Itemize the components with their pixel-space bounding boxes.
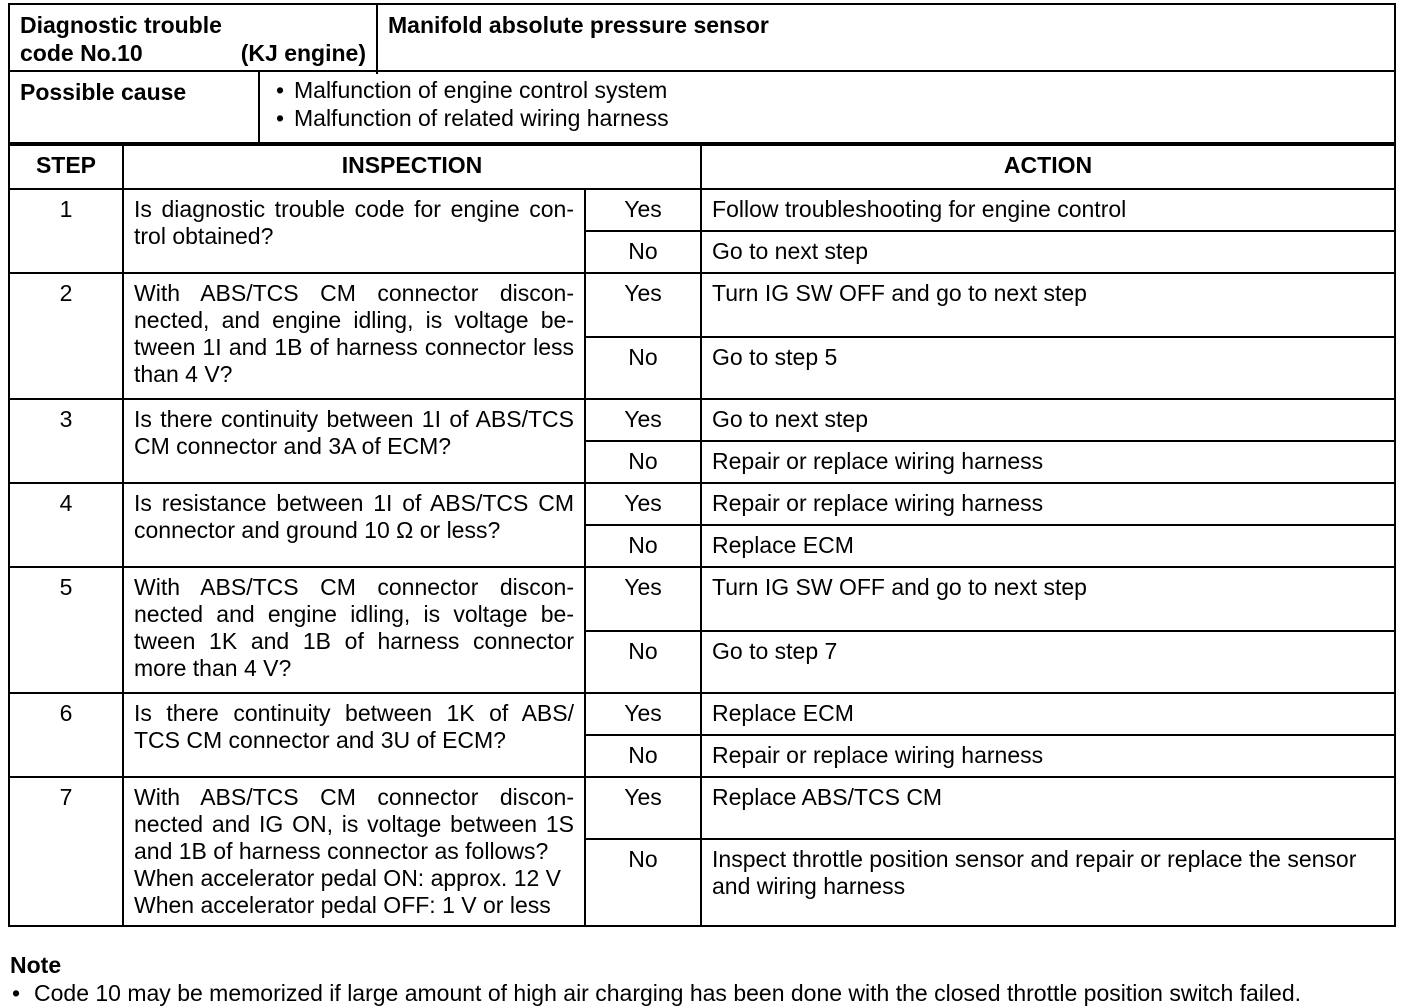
inspection-text bbox=[123, 777, 585, 926]
diagnostic-document bbox=[8, 3, 1396, 927]
no-label: No bbox=[585, 735, 701, 777]
yes-label: Yes bbox=[585, 777, 701, 839]
inspection-text: Is there continuity between 1I of ABS/TCS CM connector and 3A of ECM? bbox=[123, 399, 585, 483]
inspection-text: With ABS/TCS CM connector discon-nected and engine idling, is voltage be-tween 1K and 1B of harness connector more than 4 V? bbox=[123, 567, 585, 693]
possible-cause-item: • Malfunction of related wiring harness bbox=[270, 104, 1384, 132]
yes-label: Yes bbox=[585, 567, 701, 631]
action-header: ACTION bbox=[701, 145, 1395, 189]
yes-action: Repair or replace wiring harness bbox=[701, 483, 1395, 525]
note-item: • Code 10 may be memorized if large amount of high air charging has been done with the closed throttle position switch failed. bbox=[10, 980, 1400, 1007]
no-action: Repair or replace wiring harness bbox=[701, 735, 1395, 777]
table-row bbox=[9, 189, 1395, 231]
possible-cause-item: • Malfunction of engine control system bbox=[270, 76, 1384, 104]
possible-cause-list bbox=[270, 76, 1384, 132]
yes-action: Go to next step bbox=[701, 399, 1395, 441]
step-header: STEP bbox=[9, 145, 123, 189]
dtc-cell bbox=[10, 5, 376, 74]
yes-label: Yes bbox=[585, 693, 701, 735]
table-row bbox=[9, 567, 1395, 631]
no-action: Go to step 5 bbox=[701, 337, 1395, 399]
inspection-header: INSPECTION bbox=[123, 145, 701, 189]
step-number: 1 bbox=[9, 189, 123, 273]
inspection-text: Is resistance between 1I of ABS/TCS CM connector and ground 10 Ω or less? bbox=[123, 483, 585, 567]
no-label: No bbox=[585, 631, 701, 693]
yes-action: Turn IG SW OFF and go to next step bbox=[701, 273, 1395, 337]
step-number: 4 bbox=[9, 483, 123, 567]
step-number: 6 bbox=[9, 693, 123, 777]
dtc-label: Diagnostic trouble bbox=[20, 12, 222, 38]
possible-cause-list-cell bbox=[258, 72, 1394, 142]
yes-label: Yes bbox=[585, 483, 701, 525]
no-label: No bbox=[585, 839, 701, 926]
table-row bbox=[9, 273, 1395, 337]
no-action: Inspect throttle position sensor and repair or replace the sensor and wiring harness bbox=[701, 839, 1395, 926]
inspection-text: With ABS/TCS CM connector discon-nected, and engine idling, is voltage be-tween 1I and 1B of harness connector less than 4 V? bbox=[123, 273, 585, 399]
no-label: No bbox=[585, 441, 701, 483]
inspection-table bbox=[8, 144, 1396, 927]
inspection-line: When accelerator pedal OFF: 1 V or less bbox=[134, 892, 551, 918]
note-section bbox=[10, 952, 1400, 1007]
yes-action: Turn IG SW OFF and go to next step bbox=[701, 567, 1395, 631]
possible-cause-label: Possible cause bbox=[20, 79, 187, 105]
step-number: 7 bbox=[9, 777, 123, 926]
note-title: Note bbox=[10, 952, 62, 978]
sensor-title: Manifold absolute pressure sensor bbox=[376, 5, 1394, 74]
step-number: 2 bbox=[9, 273, 123, 399]
table-row bbox=[9, 693, 1395, 735]
no-label: No bbox=[585, 337, 701, 399]
no-action: Go to step 7 bbox=[701, 631, 1395, 693]
table-row bbox=[9, 777, 1395, 839]
no-label: No bbox=[585, 525, 701, 567]
dtc-code: code No.10 bbox=[20, 39, 143, 66]
dtc-header bbox=[8, 3, 1396, 72]
table-row bbox=[9, 483, 1395, 525]
table-header-row bbox=[9, 145, 1395, 189]
table-row bbox=[9, 399, 1395, 441]
yes-label: Yes bbox=[585, 273, 701, 337]
step-number: 3 bbox=[9, 399, 123, 483]
no-action: Go to next step bbox=[701, 231, 1395, 273]
possible-cause-row bbox=[8, 72, 1396, 144]
no-label: No bbox=[585, 231, 701, 273]
step-number: 5 bbox=[9, 567, 123, 693]
engine-label: (KJ engine) bbox=[240, 39, 366, 66]
inspection-text: Is diagnostic trouble code for engine con-trol obtained? bbox=[123, 189, 585, 273]
inspection-line: When accelerator pedal ON: approx. 12 V bbox=[134, 865, 562, 891]
yes-action: Replace ECM bbox=[701, 693, 1395, 735]
no-action: Repair or replace wiring harness bbox=[701, 441, 1395, 483]
inspection-text: Is there continuity between 1K of ABS/ TCS CM connector and 3U of ECM? bbox=[123, 693, 585, 777]
yes-label: Yes bbox=[585, 189, 701, 231]
no-action: Replace ECM bbox=[701, 525, 1395, 567]
yes-label: Yes bbox=[585, 399, 701, 441]
yes-action: Replace ABS/TCS CM bbox=[701, 777, 1395, 839]
yes-action: Follow troubleshooting for engine control bbox=[701, 189, 1395, 231]
inspection-line: With ABS/TCS CM connector discon-nected and IG ON, is voltage between 1S and 1B of harness connector as follows? bbox=[134, 784, 574, 864]
